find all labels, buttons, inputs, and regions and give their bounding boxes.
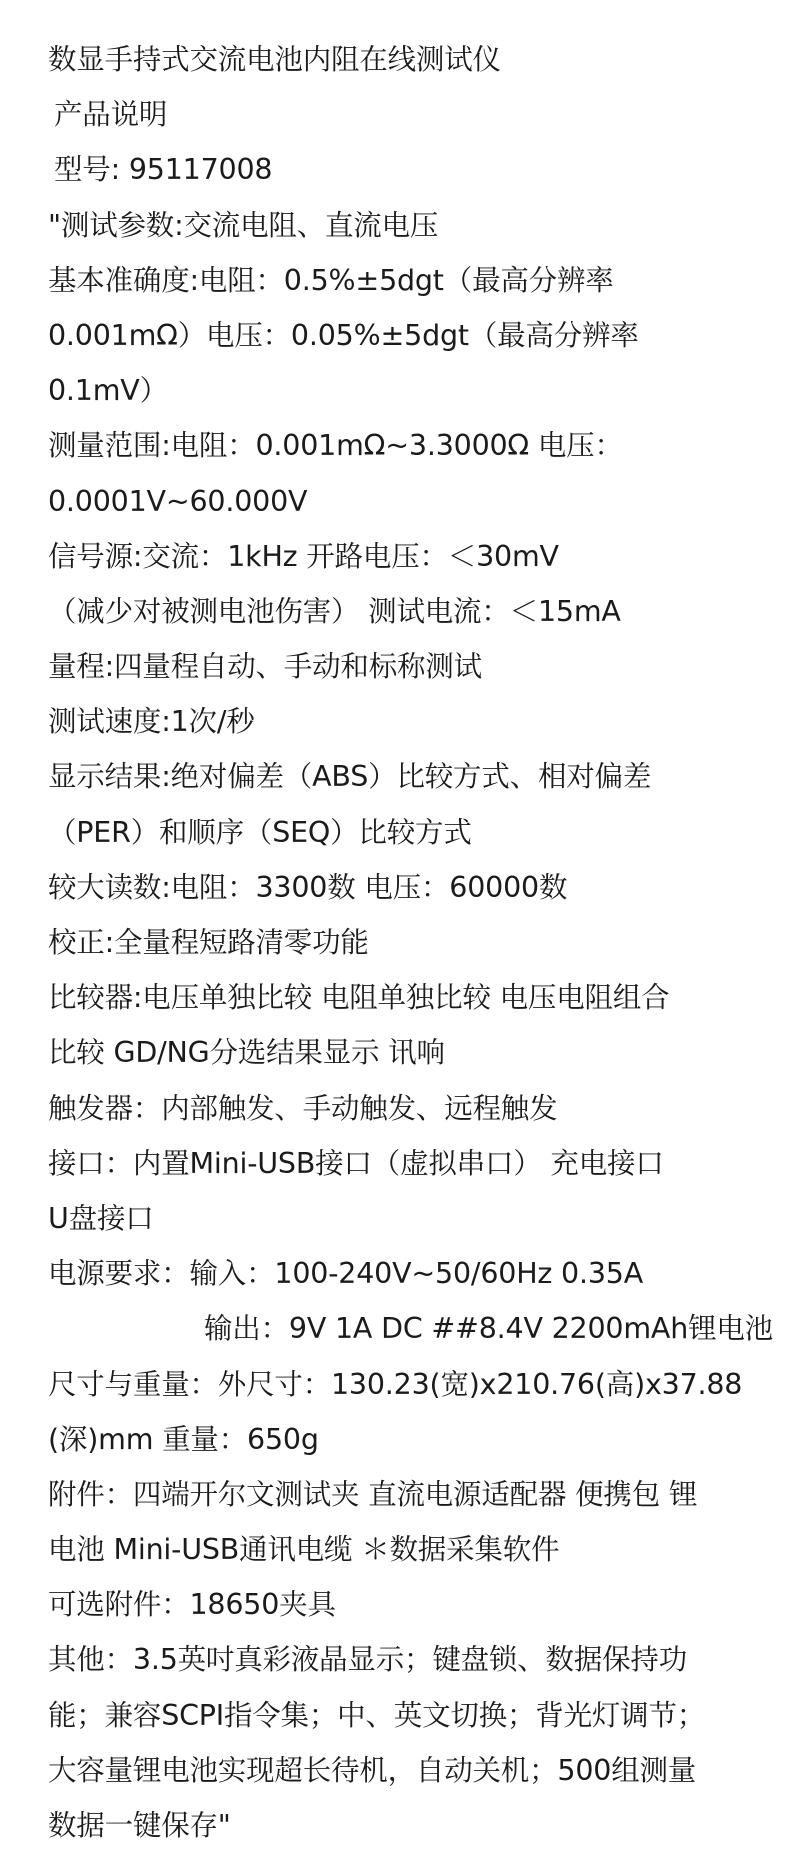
spec-line-signal-source: 信号源:交流：1kHz 开路电压：＜30mV	[48, 539, 559, 573]
spec-line-optional-accessories: 可选附件：18650夹具	[48, 1588, 336, 1622]
section-heading: 产品说明	[54, 98, 168, 132]
spec-line-trigger: 触发器：内部触发、手动触发、远程触发	[48, 1091, 558, 1125]
model-number: 型号: 95117008	[54, 153, 273, 187]
spec-line-accuracy: 基本准确度:电阻：0.5%±5dgt（最高分辨率	[48, 263, 614, 297]
spec-line-accuracy-cont: 0.1mV）	[48, 374, 168, 408]
spec-line-size-weight: 尺寸与重量：外尺寸：130.23(宽)x210.76(高)x37.88	[48, 1367, 743, 1401]
document-title: 数显手持式交流电池内阻在线测试仪	[48, 43, 501, 76]
spec-line-interface: 接口：内置Mini-USB接口（虚拟串口） 充电接口	[48, 1146, 664, 1180]
spec-line-test-speed: 测试速度:1次/秒	[48, 705, 255, 739]
spec-line-other-cont: 能；兼容SCPI指令集；中、英文切换；背光灯调节；	[48, 1698, 706, 1732]
spec-line-signal-source-cont: （减少对被测电池伤害） 测试电流：＜15mA	[48, 594, 621, 628]
spec-line-range-modes: 量程:四量程自动、手动和标称测试	[48, 650, 482, 684]
spec-line-interface-cont: U盘接口	[48, 1201, 154, 1235]
spec-line-max-reading: 较大读数:电阻：3300数 电压：60000数	[48, 870, 568, 904]
spec-line-accuracy-cont: 0.001mΩ）电压：0.05%±5dgt（最高分辨率	[48, 318, 639, 352]
spec-line-range-cont: 0.0001V~60.000V	[48, 484, 308, 518]
spec-line-accessories: 附件：四端开尔文测试夹 直流电源适配器 便携包 锂	[48, 1477, 698, 1511]
spec-line-size-weight-cont: (深)mm 重量：650g	[48, 1422, 319, 1456]
spec-line-test-params: "测试参数:交流电阻、直流电压	[48, 208, 439, 242]
spec-line-display-result-cont: （PER）和顺序（SEQ）比较方式	[48, 815, 472, 849]
spec-line-other-cont: 大容量锂电池实现超长待机，自动关机；500组测量	[48, 1753, 697, 1787]
spec-line-power-input: 电源要求：输入：100-240V~50/60Hz 0.35A	[48, 1257, 643, 1291]
spec-line-accessories-cont: 电池 Mini-USB通讯电缆 ＊数据采集软件	[48, 1533, 560, 1567]
spec-line-range: 测量范围:电阻：0.001mΩ~3.3000Ω 电压：	[48, 429, 623, 463]
spec-line-calibration: 校正:全量程短路清零功能	[48, 926, 369, 959]
spec-line-comparator-cont: 比较 GD/NG分选结果显示 讯响	[48, 1036, 445, 1070]
spec-line-other-cont: 数据一键保存"	[48, 1809, 231, 1842]
spec-line-power-output: 输出：9V 1A DC ##8.4V 2200mAh锂电池	[204, 1312, 773, 1346]
spec-line-other: 其他：3.5英吋真彩液晶显示；键盘锁、数据保持功	[48, 1643, 688, 1677]
spec-line-comparator: 比较器:电压单独比较 电阻单独比较 电压电阻组合	[48, 981, 670, 1015]
spec-line-display-result: 显示结果:绝对偏差（ABS）比较方式、相对偏差	[48, 760, 652, 794]
